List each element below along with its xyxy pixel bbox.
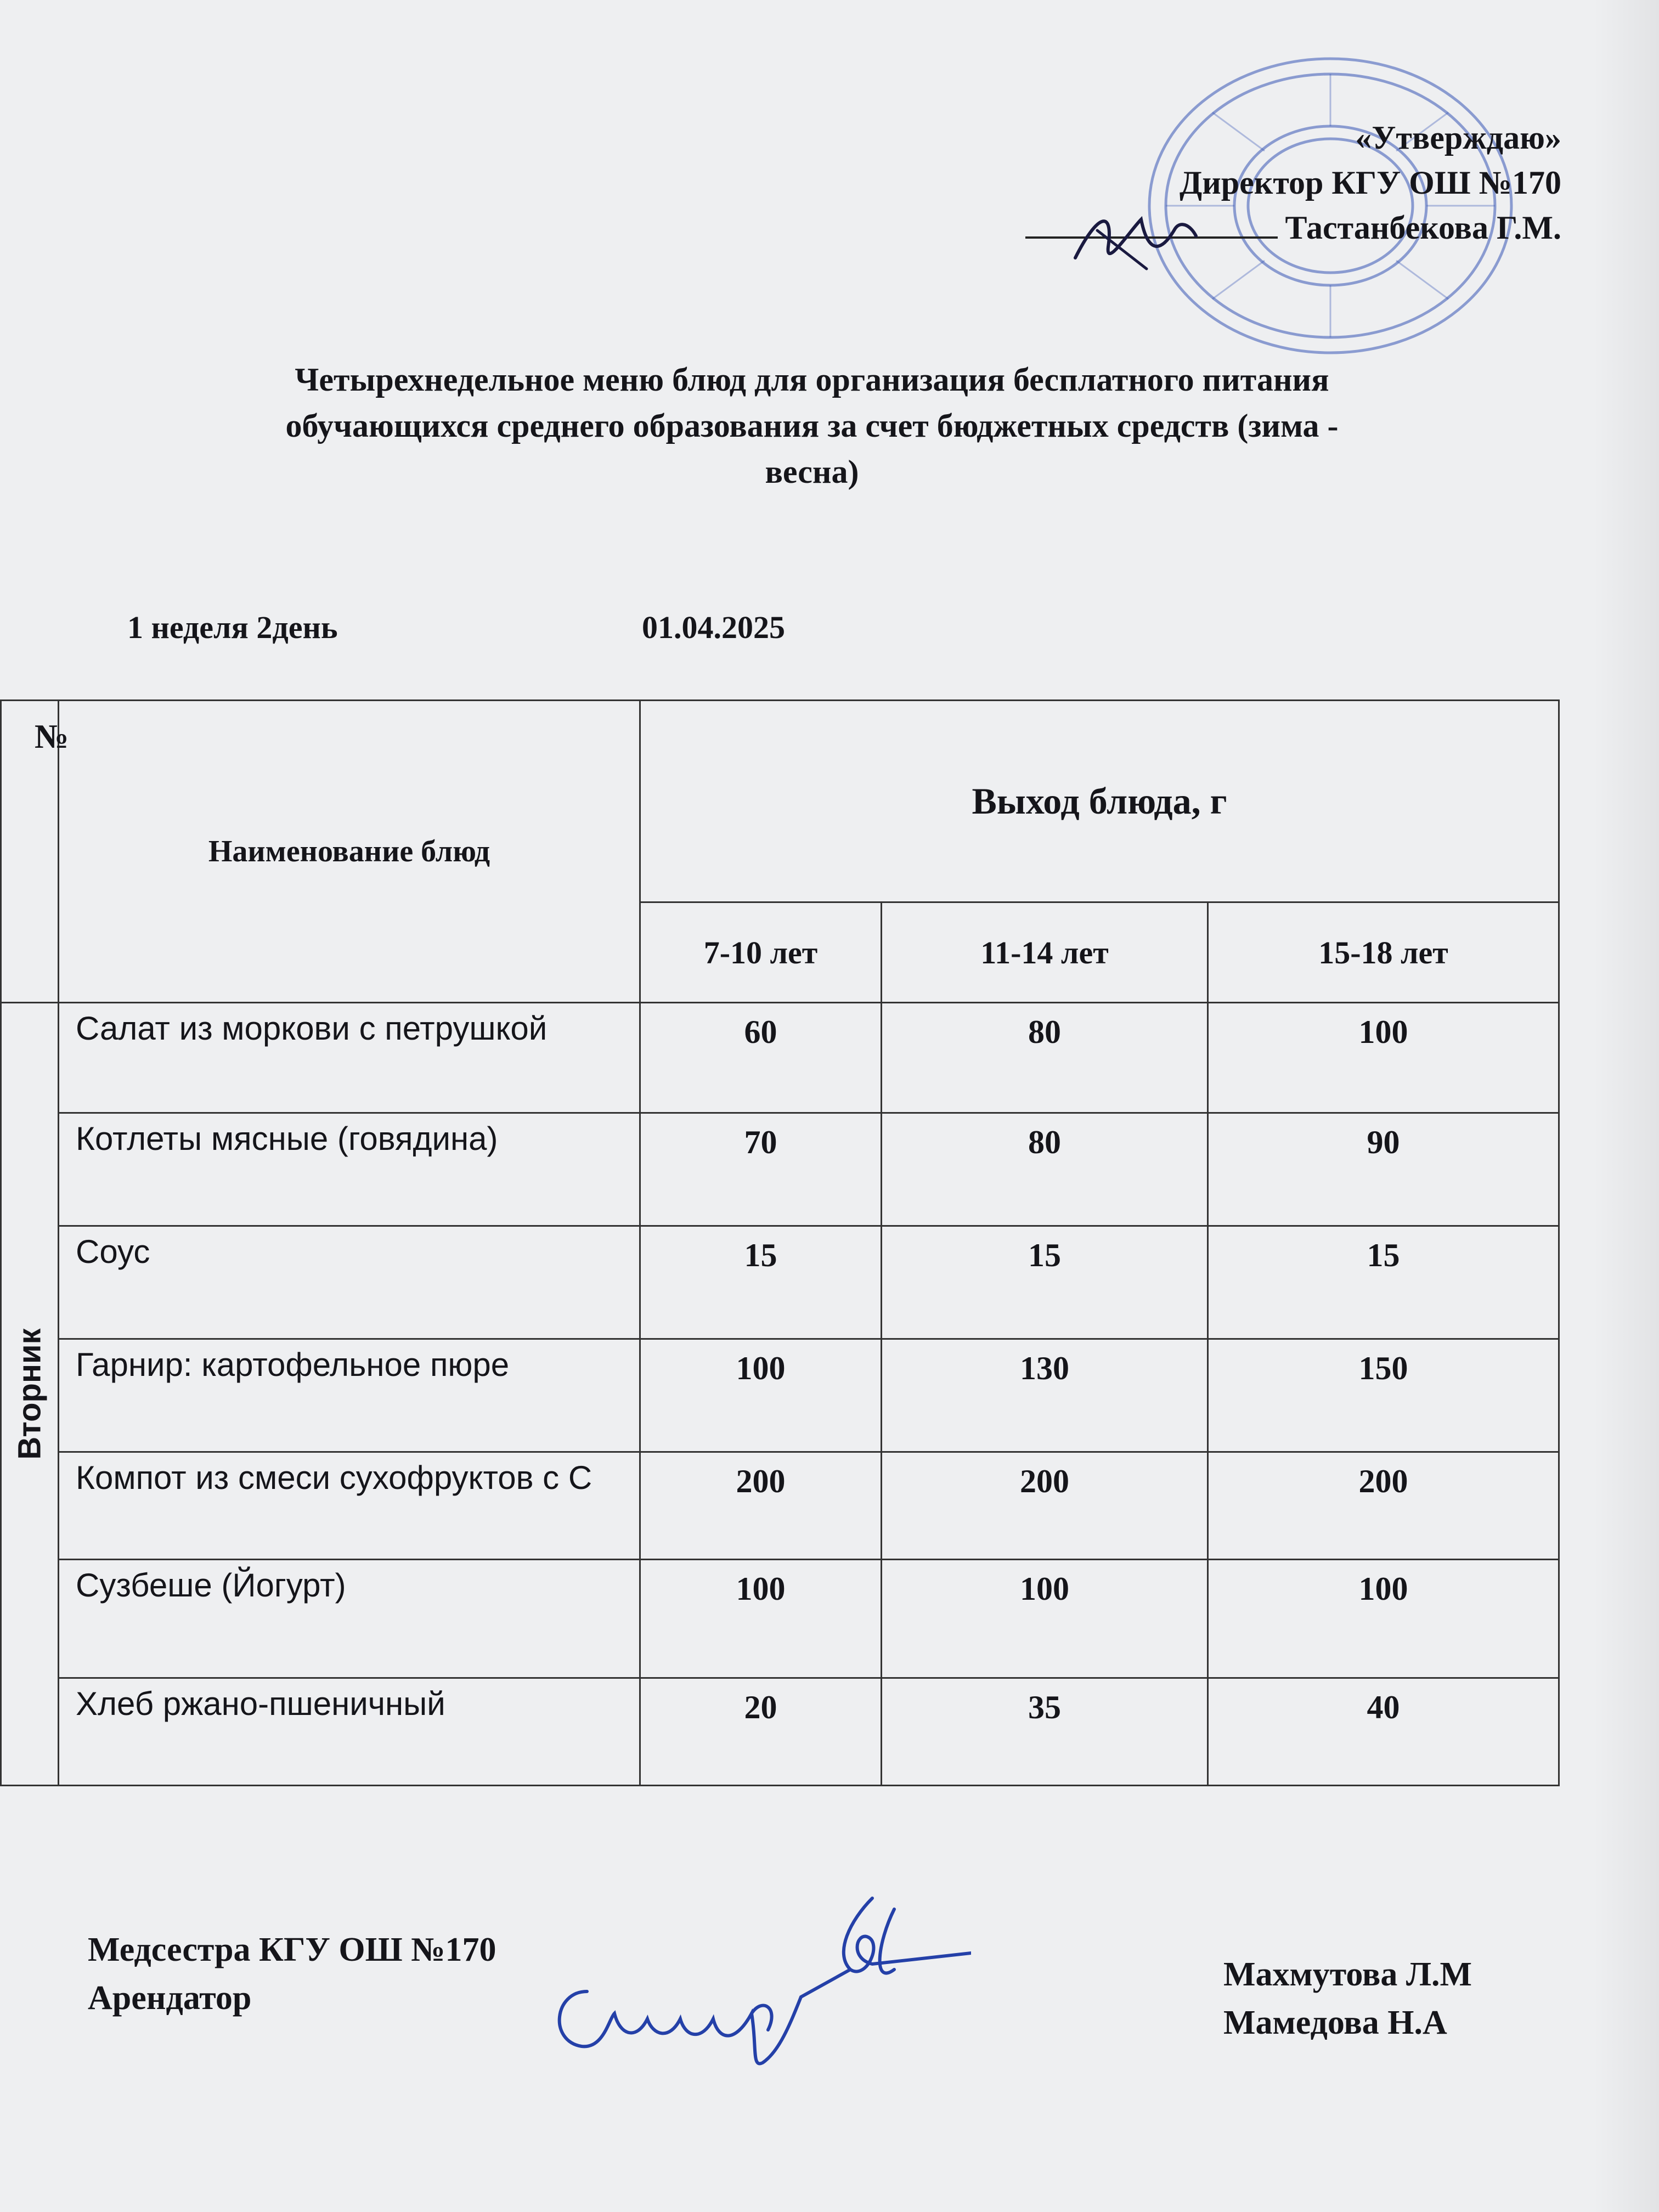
table-row xyxy=(1,1339,1559,1452)
yield-7-10: 100 xyxy=(640,1339,882,1452)
yield-11-14: 35 xyxy=(882,1678,1208,1786)
day-cell xyxy=(1,1003,59,1786)
header-age-11-14: 11-14 лет xyxy=(882,902,1208,1003)
yield-7-10: 15 xyxy=(640,1226,882,1339)
footer-roles xyxy=(88,1926,496,2022)
header-dish-name: Наименование блюд xyxy=(59,701,640,1003)
director-signature xyxy=(1064,198,1207,280)
day-label: Вторник xyxy=(12,1328,48,1460)
title-line-1: Четырехнедельное меню блюд для организация бесплатного питания xyxy=(295,362,1329,398)
document-title xyxy=(88,357,1536,495)
yield-7-10: 200 xyxy=(640,1452,882,1560)
title-line-3: весна) xyxy=(765,454,859,490)
footer-signatures xyxy=(543,1887,971,2085)
yield-11-14: 80 xyxy=(882,1003,1208,1113)
yield-15-18: 100 xyxy=(1208,1560,1559,1678)
yield-7-10: 70 xyxy=(640,1113,882,1226)
header-yield: Выход блюда, г xyxy=(640,701,1559,902)
yield-11-14: 200 xyxy=(882,1452,1208,1560)
menu-date: 01.04.2025 xyxy=(642,610,785,645)
page-edge-shadow xyxy=(1593,0,1659,2212)
dish-name: Сузбеше (Йогурт) xyxy=(59,1560,640,1678)
yield-15-18: 150 xyxy=(1208,1339,1559,1452)
yield-15-18: 100 xyxy=(1208,1003,1559,1113)
yield-11-14: 100 xyxy=(882,1560,1208,1678)
approval-position: Директор КГУ ОШ №170 xyxy=(1179,165,1561,201)
approval-heading: «Утверждаю» xyxy=(1355,120,1561,156)
table-row xyxy=(1,1003,1559,1113)
menu-table xyxy=(0,699,1560,1786)
footer-nurse-role: Медсестра КГУ ОШ №170 xyxy=(88,1931,496,1968)
week-day-label: 1 неделя 2день xyxy=(127,610,338,645)
table-row xyxy=(1,1113,1559,1226)
header-number: № xyxy=(1,701,59,1003)
title-line-2: обучающихся среднего образования за счет бюджетных средств (зима - xyxy=(285,408,1339,444)
footer-nurse-name: Махмутова Л.М xyxy=(1223,1956,1472,1993)
table-header-row xyxy=(1,701,1559,902)
yield-15-18: 90 xyxy=(1208,1113,1559,1226)
dish-name: Соус xyxy=(59,1226,640,1339)
table-row xyxy=(1,1226,1559,1339)
dish-name: Гарнир: картофельное пюре xyxy=(59,1339,640,1452)
table-row xyxy=(1,1452,1559,1560)
dish-name: Компот из смеси сухофруктов с С xyxy=(59,1452,640,1560)
yield-7-10: 60 xyxy=(640,1003,882,1113)
yield-11-14: 80 xyxy=(882,1113,1208,1226)
yield-15-18: 15 xyxy=(1208,1226,1559,1339)
header-age-15-18: 15-18 лет xyxy=(1208,902,1559,1003)
table-row xyxy=(1,1678,1559,1786)
dish-name: Хлеб ржано-пшеничный xyxy=(59,1678,640,1786)
dish-name: Котлеты мясные (говядина) xyxy=(59,1113,640,1226)
yield-11-14: 15 xyxy=(882,1226,1208,1339)
table-row xyxy=(1,1560,1559,1678)
yield-7-10: 100 xyxy=(640,1560,882,1678)
footer-names xyxy=(1223,1950,1472,2047)
footer-tenant-role: Арендатор xyxy=(88,1979,252,2017)
header-age-7-10: 7-10 лет xyxy=(640,902,882,1003)
yield-15-18: 40 xyxy=(1208,1678,1559,1786)
yield-11-14: 130 xyxy=(882,1339,1208,1452)
yield-15-18: 200 xyxy=(1208,1452,1559,1560)
dish-name: Салат из моркови с петрушкой xyxy=(59,1003,640,1113)
approval-name: Тастанбекова Г.М. xyxy=(1285,210,1561,246)
yield-7-10: 20 xyxy=(640,1678,882,1786)
footer-tenant-name: Мамедова Н.А xyxy=(1223,2004,1447,2041)
